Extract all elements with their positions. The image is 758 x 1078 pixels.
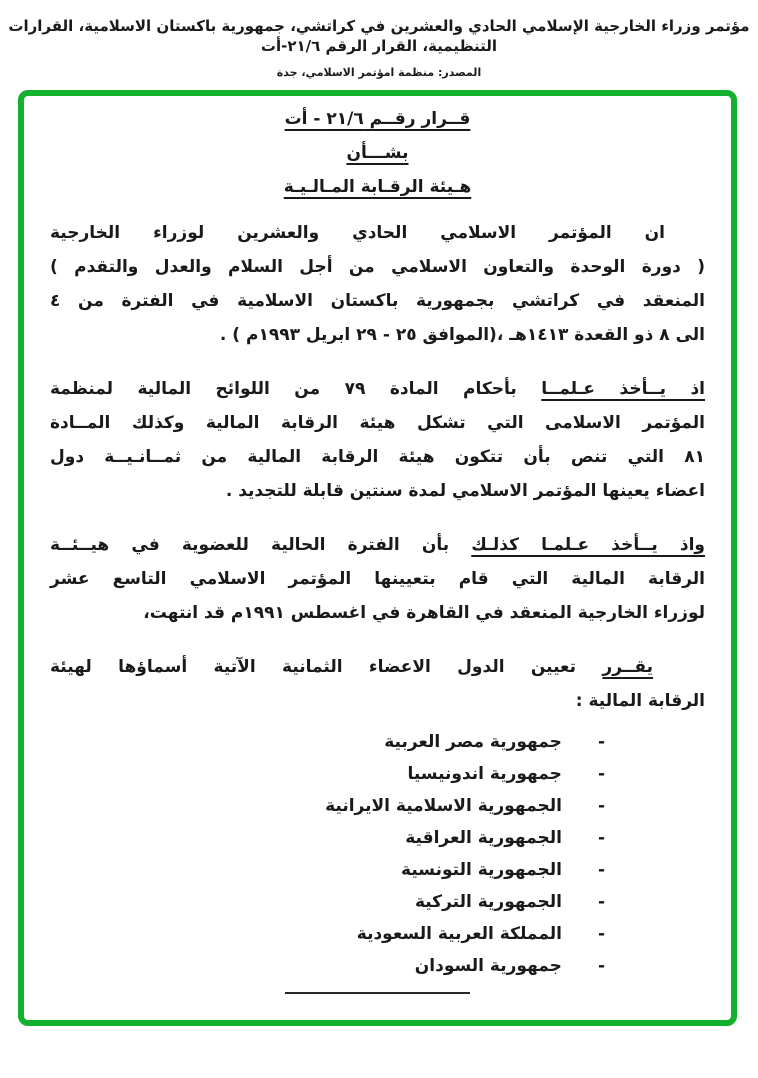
dash-marker: - [597,924,605,944]
footer-rule [285,992,470,994]
state-name: الجمهورية الاسلامية الايرانية [325,796,562,816]
state-name: الجمهورية التركية [414,892,562,912]
paragraph-line: المؤتمر الاسلامى التي تشكل هيئة الرقابة المالية وكذلك المــادة [50,413,705,433]
dash-marker: - [597,956,605,976]
paragraph-line: اذ يــأخذ عـلمــا بأحكام المادة ٧٩ من اللوائح المالية لمنظمة [50,379,705,399]
list-item [50,950,705,982]
source-header [0,0,758,80]
list-item [50,758,705,790]
subject-label: بشـــأن [346,143,409,163]
paragraph-line: ( دورة الوحدة والتعاون الاسلامي من أجل السلام والعدل والتقدم ) [50,257,705,277]
paragraph-line: واذ يــأخذ عـلمـا كذلـك بأن الفترة الحالية للعضوية في هيــئــة [50,535,705,555]
paragraph-line: الرقابة المالية : [575,691,705,711]
state-name: الجمهورية العراقية [405,828,562,848]
list-item [50,726,705,758]
paragraph-taking-note [50,372,705,508]
state-name: جمهورية السودان [414,956,562,976]
paragraph-decision [50,650,705,718]
dash-marker: - [597,796,605,816]
document-title-block [50,102,705,204]
state-name: المملكة العربية السعودية [356,924,562,944]
paragraph-line: الرقابة المالية التي قام بتعيينها المؤتمر الاسلامي التاسع عشر [50,569,705,589]
paragraph-line: يقــرر تعيين الدول الاعضاء الثمانية الآتية أسماؤها لهيئة [50,657,654,677]
dash-marker: - [597,860,605,880]
state-name: جمهورية مصر العربية [384,732,562,752]
list-item [50,918,705,950]
paragraph-lead: اذ يــأخذ عـلمــا [541,379,705,399]
list-item [50,822,705,854]
member-states-list [50,726,705,982]
paragraph-lead: واذ يــأخذ عـلمـا كذلـك [471,535,705,555]
paragraph-line: المنعقد في كراتشي بجمهورية باكستان الاسلامية في الفترة من ٤ [50,291,705,311]
paragraph-line: اعضاء يعينها المؤتمر الاسلامي لمدة سنتين قابلة للتجديد . [225,481,705,501]
resolution-number-title: قــرار رقــم ٢١/٦ - أت [284,109,471,129]
list-item [50,886,705,918]
list-item [50,790,705,822]
finance-control-body-title: هـيئة الرقـابة المـالـيـة [283,177,472,197]
paragraph-line: لوزراء الخارجية المنعقد في القاهرة في اغسطس ١٩٩١م قد انتهت، [143,603,705,623]
paragraph-line: ٨١ التي تنص بأن تتكون هيئة الرقابة المالية من ثمــانـيــة دول [50,447,705,467]
state-name: جمهورية اندونيسيا [407,764,562,784]
paragraph-lead: يقــرر [602,657,654,677]
document-frame [18,90,737,1026]
source-header-origin: المصدر: منظمة امؤتمر الاسلامي، جدة [276,66,482,79]
source-header-title: مؤتمر وزراء الخارجية الإسلامي الحادي والعشرين في كراتشي، جمهورية باكستان الاسلامية، القرارات التنظيمية، القرار الرقم ٢١/٦-أت [8,17,750,55]
paragraph-line: الى ٨ ذو القعدة ١٤١٣هـ ،(الموافق ٢٥ - ٢٩ ابريل ١٩٩٣م ) . [219,325,705,345]
dash-marker: - [597,764,605,784]
dash-marker: - [597,828,605,848]
dash-marker: - [597,892,605,912]
list-item [50,854,705,886]
paragraph-line: ان المؤتمر الاسلامي الحادي والعشرين لوزراء الخارجية [50,223,665,243]
paragraph-noting-expiry [50,528,705,630]
state-name: الجمهورية التونسية [401,860,562,880]
dash-marker: - [597,732,605,752]
paragraph-session [50,216,705,352]
